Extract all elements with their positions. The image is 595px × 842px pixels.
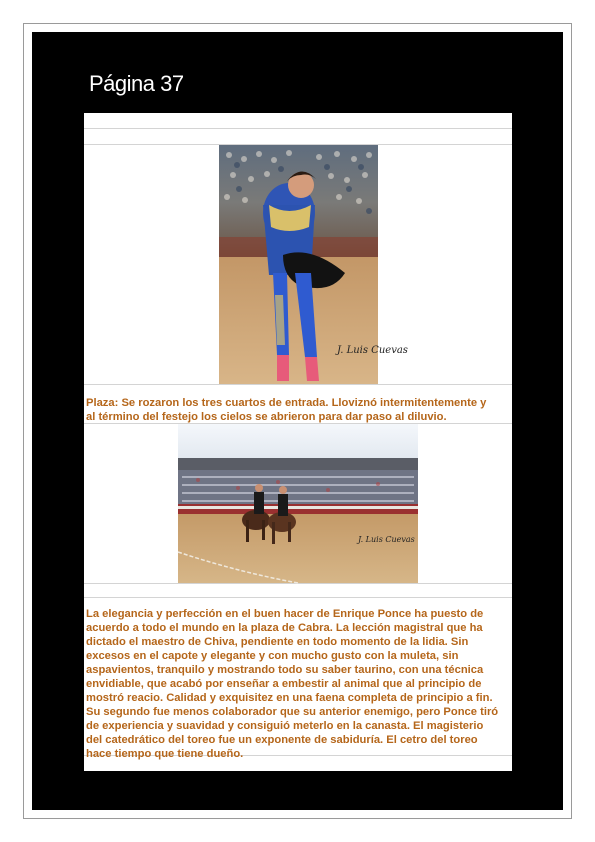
article-line: acuerdo a todo el mundo en la plaza de Cabra. La lección magistral que ha xyxy=(86,622,483,634)
article-line: dictado el maestro de Chiva, pendiente en todo momento de la lidia. Sin xyxy=(86,636,469,648)
article-body xyxy=(86,607,512,761)
article-line: La elegancia y perfección en el buen hacer de Enrique Ponce ha puesto de xyxy=(86,608,484,620)
article-line: envidiable, que acabó por enseñar a embestir al animal que al principio de xyxy=(86,678,482,690)
torero-photo xyxy=(219,145,408,384)
torero-photo-drawing xyxy=(219,145,408,384)
plaza-photo-drawing xyxy=(178,424,418,583)
divider xyxy=(84,597,512,598)
caption-line: Plaza: Se rozaron los tres cuartos de entrada. Lloviznó intermitentemente y xyxy=(86,397,487,409)
divider xyxy=(84,583,512,584)
photographer-signature: J. Luis Cuevas xyxy=(337,345,408,356)
plaza-caption xyxy=(86,396,511,424)
page-title: Página 37 xyxy=(89,71,184,96)
divider xyxy=(84,384,512,385)
article-line: Su segundo fue menos colaborador que su anterior enemigo, pero Ponce tiró xyxy=(86,706,499,718)
article-line: aspavientos, tranquilo y mostrando todo su saber taurino, con una técnica xyxy=(86,664,484,676)
article-line: mostró reacio. Calidad y exquisitez en una faena completa de principio a fin. xyxy=(86,692,493,704)
article-line: del catedrático del toreo fue un exponente de sabiduría. El cetro del toreo xyxy=(86,734,478,746)
divider xyxy=(84,128,512,129)
article-line: de experiencia y suavidad y consiguió meterlo en la canasta. El magisterio xyxy=(86,720,484,732)
photographer-signature: J. Luis Cuevas xyxy=(358,535,415,544)
article-line: hace tiempo que tiene dueño. xyxy=(86,748,244,760)
plaza-photo xyxy=(178,424,418,583)
caption-line: al término del festejo los cielos se abrieron para dar paso al diluvio. xyxy=(86,411,447,423)
article-line: excesos en el capote y elegante y con mucho gusto con la muleta, sin xyxy=(86,650,459,662)
